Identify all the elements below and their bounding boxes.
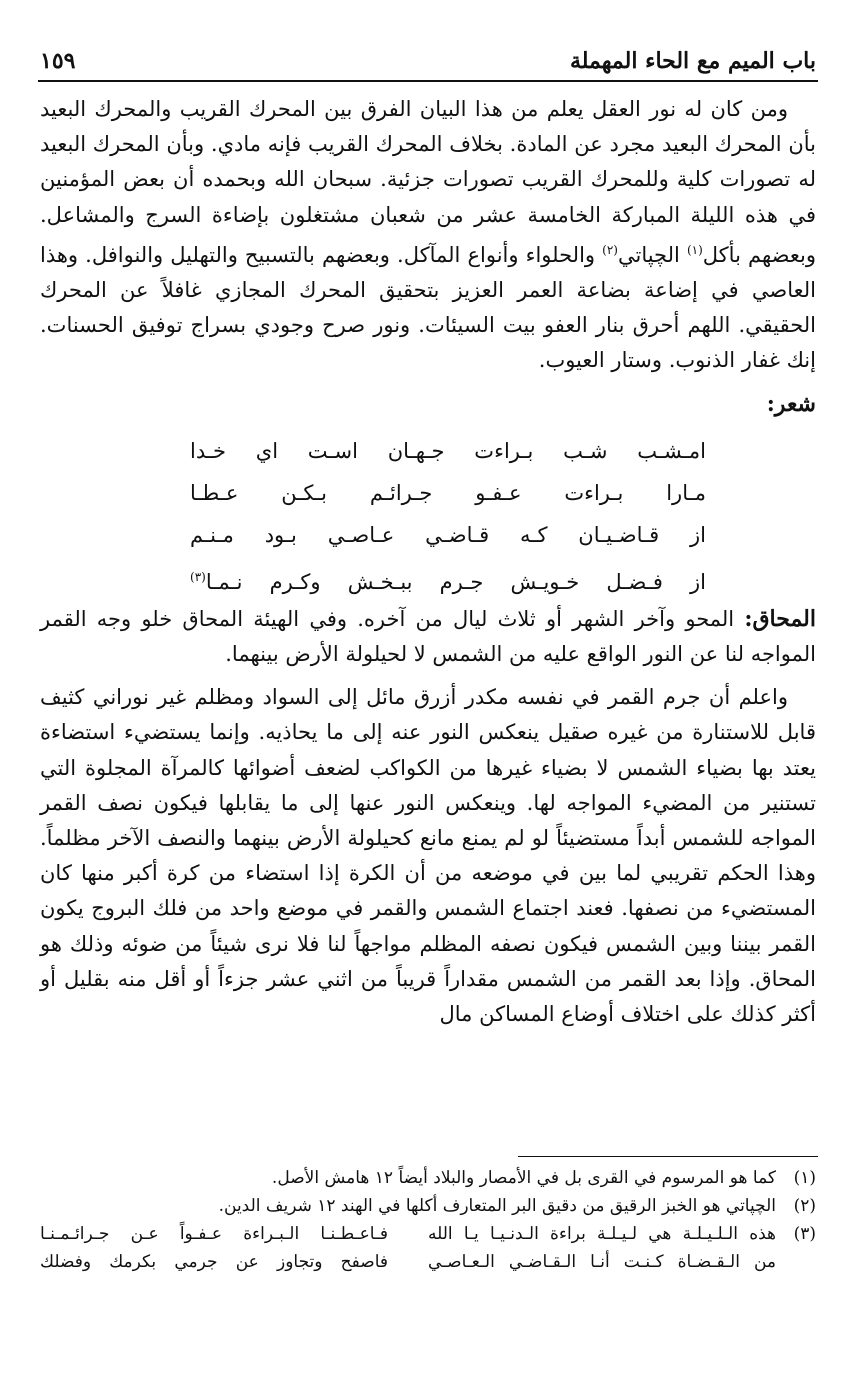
running-title: باب الميم مع الحاء المهملة: [569, 48, 816, 74]
poem-heading: شعر:: [766, 390, 816, 417]
page-number: ١٥٩: [40, 48, 76, 74]
header-rule: [38, 80, 818, 82]
verse-line: فـاعـطـنـا الـبـراءة عـفـواً عـن جـرائـمـنـا: [40, 1224, 388, 1244]
poem: [40, 430, 816, 598]
main-text: [40, 92, 816, 1040]
paragraph: واعلم أن جرم القمر في نفسه مكدر أزرق مائل إلى السواد ومظلم غير نوراني كثيف قابل للاستنارة من غيره صقيل ينعكس النور عنه إلى ما يحاذيه. وإنما يستضيء استضاءة يعتد بها بضياء الشمس لا بضياء غيرها من الكواكب لضعف أضوائها كالمرآة المجلوة التي تستنير من المضيء المواجه لها. وينعكس النور عنها إلى ما يقابلها فيكون نصف القمر المواجه للشمس أبداً مستضيئاً لو لم يمنع مانع كحيلولة الأرض بينهما والنصف الآخر مظلماً. وهذا الحكم تقريبي لما بين في موضعه من أن الكرة إذا استضاء من كرة أكبر منها كان المستضيء من نصفها. فعند اجتماع الشمس والقمر في موضع واحد من فلك البروج يكون القمر بيننا وبين الشمس فيكون نصفه المظلم مواجهاً لنا فلا نرى شيئاً من ضوئه وذلك هو المحاق. وإذا بعد القمر من الشمس مقداراً قريباً من اثني عشر جزءاً أو أقل منه بقليل أو أكثر كذلك على اختلاف أوضاع المساكن مال: [40, 685, 816, 1027]
verse-line: هذه الـلـيـلـة هي لـيـلـة براءة الـدنـيـا يـا الله: [428, 1224, 776, 1244]
footnote-ref: (١): [686, 242, 703, 257]
poem-line: مـارا بـراءت عـفـو جـرائـم بـكـن عـطـا: [190, 480, 706, 505]
poem-line-text: از فـضـل خـويـش جـرم ببـخـش وكـرم نـمـا: [205, 569, 706, 594]
footnote: [40, 1192, 816, 1220]
footnote-ref: (٣): [190, 569, 206, 584]
footnote-text: الچپاتي هو الخبز الرقيق من دقيق البر المتعارف أكلها في الهند ١٢ شريف الدين.: [218, 1196, 776, 1216]
footnote: [40, 1220, 816, 1276]
paragraph-text: والحلواء وأنواع المآكل. وبعضهم بالتسبيح والتهليل والنوافل. وهذا العاصي في إضاعة بضاعة العمر العزيز بتحقيق المحرك المجازي غافلاً عن المحرك الحقيقي. اللهم أحرق بنار العفو بيت السيئات. ونور صرح وجودي بسراج توفيق الحسنات. إنك غفار الذنوب. وستار العيوب.: [40, 242, 816, 373]
footnote-number: (٢): [793, 1196, 816, 1216]
footnote-text: كما هو المرسوم في القرى بل في الأمصار والبلاد أيضاً ١٢ هامش الأصل.: [271, 1168, 776, 1188]
verse-line: فاصفح وتجاوز عن جرمي بكرمك وفضلك: [40, 1252, 388, 1272]
paragraph: [40, 92, 816, 379]
verse-line: من الـقـضـاة كـنـت أنـا الـقـاضـي الـعـاصـي: [428, 1252, 776, 1272]
footnote: [40, 1164, 816, 1192]
page-header: [40, 36, 816, 74]
footnotes: [40, 1164, 816, 1276]
footnote-number: (٣): [793, 1224, 816, 1244]
entry-definition: المحو وآخر الشهر أو ثلاث ليال من آخره. وفي الهيئة المحاق خلو وجه القمر المواجه لنا عن النور الواقع عليه من الشمس لا لحيلولة الأرض بينهما.: [40, 606, 816, 667]
footnote-ref: (٢): [602, 242, 618, 257]
footnote-verse: [40, 1220, 776, 1276]
footnote-number: (١): [793, 1168, 816, 1188]
paragraph-text: ومن كان له نور العقل يعلم من هذا البيان الفرق بين المحرك القريب والمحرك البعيد بأن المحرك البعيد مجرد عن المادة. بخلاف المحرك القريب فإنه مادي. وبأن المحرك البعيد له تصورات كلية وللمحرك القريب تصورات جزئية. سبحان الله وبحمده أن بعض المؤمنين في هذه الليلة المباركة الخامسة عشر من شعبان مشتغلون بإضاءة السرج والمشاعل. وبعضهم بأكل: [40, 97, 816, 267]
entry-term: المحاق:: [744, 605, 816, 632]
footnote-rule: [518, 1156, 818, 1157]
poem-line: از قـاضـيـان كـه قـاضـي عـاصـي بـود مـنـم: [190, 522, 706, 547]
paragraph-text: الچپاتي: [617, 242, 687, 267]
poem-line: [190, 556, 706, 598]
definition: [40, 602, 816, 672]
poem-line: امـشـب شـب بـراءت جـهـان اسـت اي خـدا: [190, 438, 706, 463]
